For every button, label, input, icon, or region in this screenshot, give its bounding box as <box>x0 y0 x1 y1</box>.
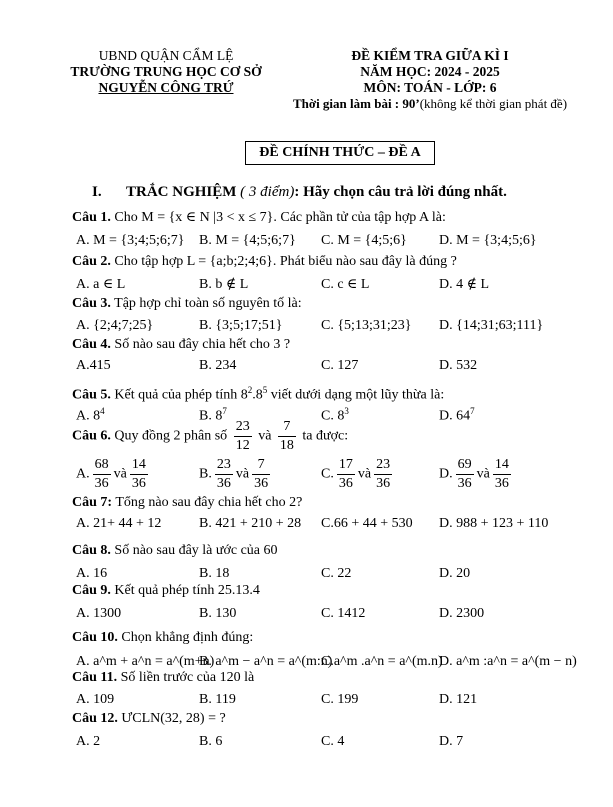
question-text: Số nào sau đây là ước của 60 <box>114 543 278 558</box>
fraction <box>493 456 511 493</box>
option-b[interactable]: B. 6 <box>199 734 223 749</box>
option-c[interactable] <box>321 456 395 493</box>
school-name: TRƯỜNG TRUNG HỌC CƠ SỞ <box>70 64 262 79</box>
numerator: 17 <box>337 456 355 475</box>
option-d[interactable]: D. 7 <box>439 734 464 749</box>
fraction <box>252 456 270 493</box>
options-4 <box>76 358 596 378</box>
fraction <box>374 456 392 493</box>
question-10 <box>72 630 253 646</box>
option-d[interactable]: D. a^m :a^n = a^(m − n) <box>439 654 577 669</box>
district-name: UBND QUẬN CẨM LỆ <box>98 48 234 63</box>
option-a[interactable]: A. 109 <box>76 692 115 707</box>
question-label: Câu 3. <box>72 296 111 311</box>
exponent: 7 <box>470 406 475 416</box>
time-line <box>280 96 580 112</box>
options-7 <box>76 516 596 536</box>
option-c[interactable]: C.66 + 44 + 530 <box>321 516 413 531</box>
question-text-start: Quy đồng 2 phân số <box>114 428 228 444</box>
option-letter: C. <box>321 466 334 482</box>
options-3 <box>76 318 596 338</box>
option-d[interactable]: D. 4 ∉ L <box>439 277 490 292</box>
header-left <box>56 48 276 96</box>
option-letter: A. <box>76 466 90 482</box>
option-b[interactable]: B. a^m − a^n = a^(m:n) <box>199 654 333 669</box>
question-text: ƯCLN(32, 28) = ? <box>121 711 226 726</box>
question-text: Cho M = {x ∈ N |3 < x ≤ 7}. Các phần tử của tập hợp A là: <box>114 210 446 225</box>
option-c[interactable]: C. c ∈ L <box>321 277 370 292</box>
numerator: 7 <box>278 418 296 437</box>
option-b[interactable]: B. {3;5;17;51} <box>199 318 283 333</box>
and-word: và <box>113 466 127 482</box>
fraction <box>456 456 474 493</box>
fraction <box>234 418 252 455</box>
option-d[interactable]: D. M = {3;4;5;6} <box>439 233 537 248</box>
option-a[interactable]: A. 1300 <box>76 606 122 621</box>
question-text: Chọn khẳng định đúng: <box>121 630 254 645</box>
option-a[interactable]: A. a ∈ L <box>76 277 126 292</box>
denominator: 36 <box>216 476 231 491</box>
time-label: Thời gian làm bài : 90’ <box>292 96 420 111</box>
exponent: 3 <box>344 406 349 416</box>
question-text: Tổng nào sau đây chia hết cho 2? <box>115 495 303 510</box>
option-a[interactable] <box>76 456 151 493</box>
option-c[interactable]: C. {5;13;31;23} <box>321 318 412 333</box>
question-11 <box>72 670 254 686</box>
denominator: 12 <box>235 438 250 453</box>
option-a[interactable]: A. 2 <box>76 734 101 749</box>
options-9 <box>76 606 596 626</box>
numerator: 14 <box>130 456 148 475</box>
section-number: I. <box>92 184 102 200</box>
question-1 <box>72 209 446 226</box>
numerator: 68 <box>93 456 111 475</box>
option-a[interactable]: A.415 <box>76 358 111 373</box>
option-b[interactable]: B. b ∉ L <box>199 277 249 292</box>
option-c[interactable]: C. 127 <box>321 358 359 373</box>
option-c[interactable]: C. 1412 <box>321 606 366 621</box>
question-label: Câu 1. <box>72 210 111 225</box>
question-4 <box>72 337 290 353</box>
question-text-mid: .8 <box>252 387 263 403</box>
question-6 <box>72 418 348 455</box>
and-word: và <box>258 428 272 444</box>
option-d[interactable]: D. 988 + 123 + 110 <box>439 516 549 531</box>
option-a[interactable]: A. M = {3;4;5;6;7} <box>76 233 185 248</box>
question-3 <box>72 296 302 312</box>
option-letter: D. <box>439 466 453 482</box>
section-points: ( 3 điểm) <box>240 184 295 200</box>
options-6 <box>76 456 596 496</box>
question-text: Tập hợp chỉ toàn số nguyên tố là: <box>114 296 302 311</box>
fraction <box>93 456 111 493</box>
numerator: 14 <box>493 456 511 475</box>
option-c[interactable]: C. 22 <box>321 566 352 581</box>
option-c[interactable]: C. 4 <box>321 734 345 749</box>
options-11 <box>76 692 596 712</box>
option-b[interactable]: B. M = {4;5;6;7} <box>199 233 296 248</box>
question-text: Số nào sau đây chia hết cho 3 ? <box>114 337 291 352</box>
option-c[interactable]: C.a^m .a^n = a^(m.n) <box>321 654 443 669</box>
question-label: Câu 8. <box>72 543 111 558</box>
question-label: Câu 4. <box>72 337 111 352</box>
denominator: 18 <box>279 438 294 453</box>
fraction <box>215 456 233 493</box>
denominator: 36 <box>494 476 509 491</box>
school-name-2: NGUYỄN CÔNG TRỨ <box>98 80 234 95</box>
option-b[interactable]: B. 18 <box>199 566 230 581</box>
question-label: Câu 5. <box>72 387 111 403</box>
question-label: Câu 12. <box>72 711 118 726</box>
section-title: TRẮC NGHIỆM <box>126 184 237 200</box>
section-heading <box>92 184 507 201</box>
fraction <box>130 456 148 493</box>
option-a[interactable]: A. a^m + a^n = a^(m+n) <box>76 654 215 669</box>
numerator: 69 <box>456 456 474 475</box>
numerator: 23 <box>374 456 392 475</box>
question-label: Câu 7: <box>72 495 113 510</box>
option-d[interactable]: D. 121 <box>439 692 478 707</box>
fraction <box>278 418 296 455</box>
exponent: 5 <box>262 385 268 395</box>
question-text: Số liền trước của 120 là <box>120 670 255 685</box>
numerator: 23 <box>234 418 252 437</box>
option-a[interactable]: A. {2;4;7;25} <box>76 318 154 333</box>
question-text-end: ta được: <box>302 428 349 444</box>
option-d[interactable]: D. {14;31;63;111} <box>439 318 544 333</box>
denominator: 36 <box>457 476 472 491</box>
option-d[interactable] <box>439 406 475 425</box>
question-2 <box>72 254 457 270</box>
section-instruction: : Hãy chọn câu trả lời đúng nhất. <box>294 184 507 200</box>
option-b[interactable]: B. 130 <box>199 606 237 621</box>
option-a[interactable]: A. 16 <box>76 566 108 581</box>
official-exam-box: ĐỀ CHÍNH THỨC – ĐỀ A <box>245 141 435 165</box>
option-letter: B. <box>199 466 212 482</box>
question-label: Câu 10. <box>72 630 118 645</box>
option-d[interactable] <box>439 456 514 493</box>
exponent: 2 <box>247 385 253 395</box>
option-a[interactable]: A. 21+ 44 + 12 <box>76 516 162 531</box>
and-word: và <box>235 466 250 482</box>
denominator: 36 <box>254 476 269 491</box>
question-12 <box>72 711 226 727</box>
question-text: Kết quả phép tính 25.13.4 <box>114 583 260 598</box>
option-base: B. 8 <box>199 408 223 424</box>
option-base: C. 8 <box>321 408 345 424</box>
fraction <box>337 456 355 493</box>
denominator: 36 <box>94 476 109 491</box>
exam-title: ĐỀ KIỂM TRA GIỮA KÌ I <box>351 48 509 63</box>
option-b[interactable]: B. 234 <box>199 358 237 373</box>
numerator: 23 <box>215 456 233 475</box>
numerator: 7 <box>252 456 270 475</box>
question-8 <box>72 543 278 559</box>
exponent: 4 <box>100 406 105 416</box>
option-b[interactable] <box>199 456 273 493</box>
option-b[interactable]: B. 119 <box>199 692 236 707</box>
options-1 <box>76 233 596 253</box>
option-base: D. 64 <box>439 408 471 424</box>
and-word: và <box>357 466 372 482</box>
question-text-end: viết dưới dạng một lũy thừa là: <box>267 387 445 403</box>
question-label: Câu 9. <box>72 583 111 598</box>
question-label: Câu 2. <box>72 254 111 269</box>
denominator: 36 <box>131 476 146 491</box>
option-c[interactable]: C. 199 <box>321 692 359 707</box>
option-d[interactable]: D. 2300 <box>439 606 485 621</box>
question-7 <box>72 495 302 511</box>
denominator: 36 <box>338 476 353 491</box>
denominator: 36 <box>376 476 391 491</box>
question-text-start: Kết quả của phép tính 8 <box>114 387 248 403</box>
option-base: A. 8 <box>76 408 101 424</box>
question-label: Câu 11. <box>72 670 118 685</box>
school-year: NĂM HỌC: 2024 - 2025 <box>360 64 500 79</box>
question-9 <box>72 583 260 599</box>
question-5 <box>72 385 444 404</box>
subject: MÔN: TOÁN - LỚP: 6 <box>363 80 497 95</box>
question-text: Cho tập hợp L = {a;b;2;4;6}. Phát biểu nào sau đây là đúng ? <box>114 254 457 269</box>
header-right <box>280 48 580 112</box>
option-d[interactable]: D. 20 <box>439 566 471 581</box>
and-word: và <box>476 466 490 482</box>
options-12 <box>76 734 596 754</box>
option-c[interactable]: C. M = {4;5;6} <box>321 233 407 248</box>
option-b[interactable]: B. 421 + 210 + 28 <box>199 516 302 531</box>
option-d[interactable]: D. 532 <box>439 358 478 373</box>
question-label: Câu 6. <box>72 428 111 444</box>
exponent: 7 <box>222 406 227 416</box>
options-2 <box>76 276 596 296</box>
time-note: (không kể thời gian phát đề) <box>419 96 568 111</box>
